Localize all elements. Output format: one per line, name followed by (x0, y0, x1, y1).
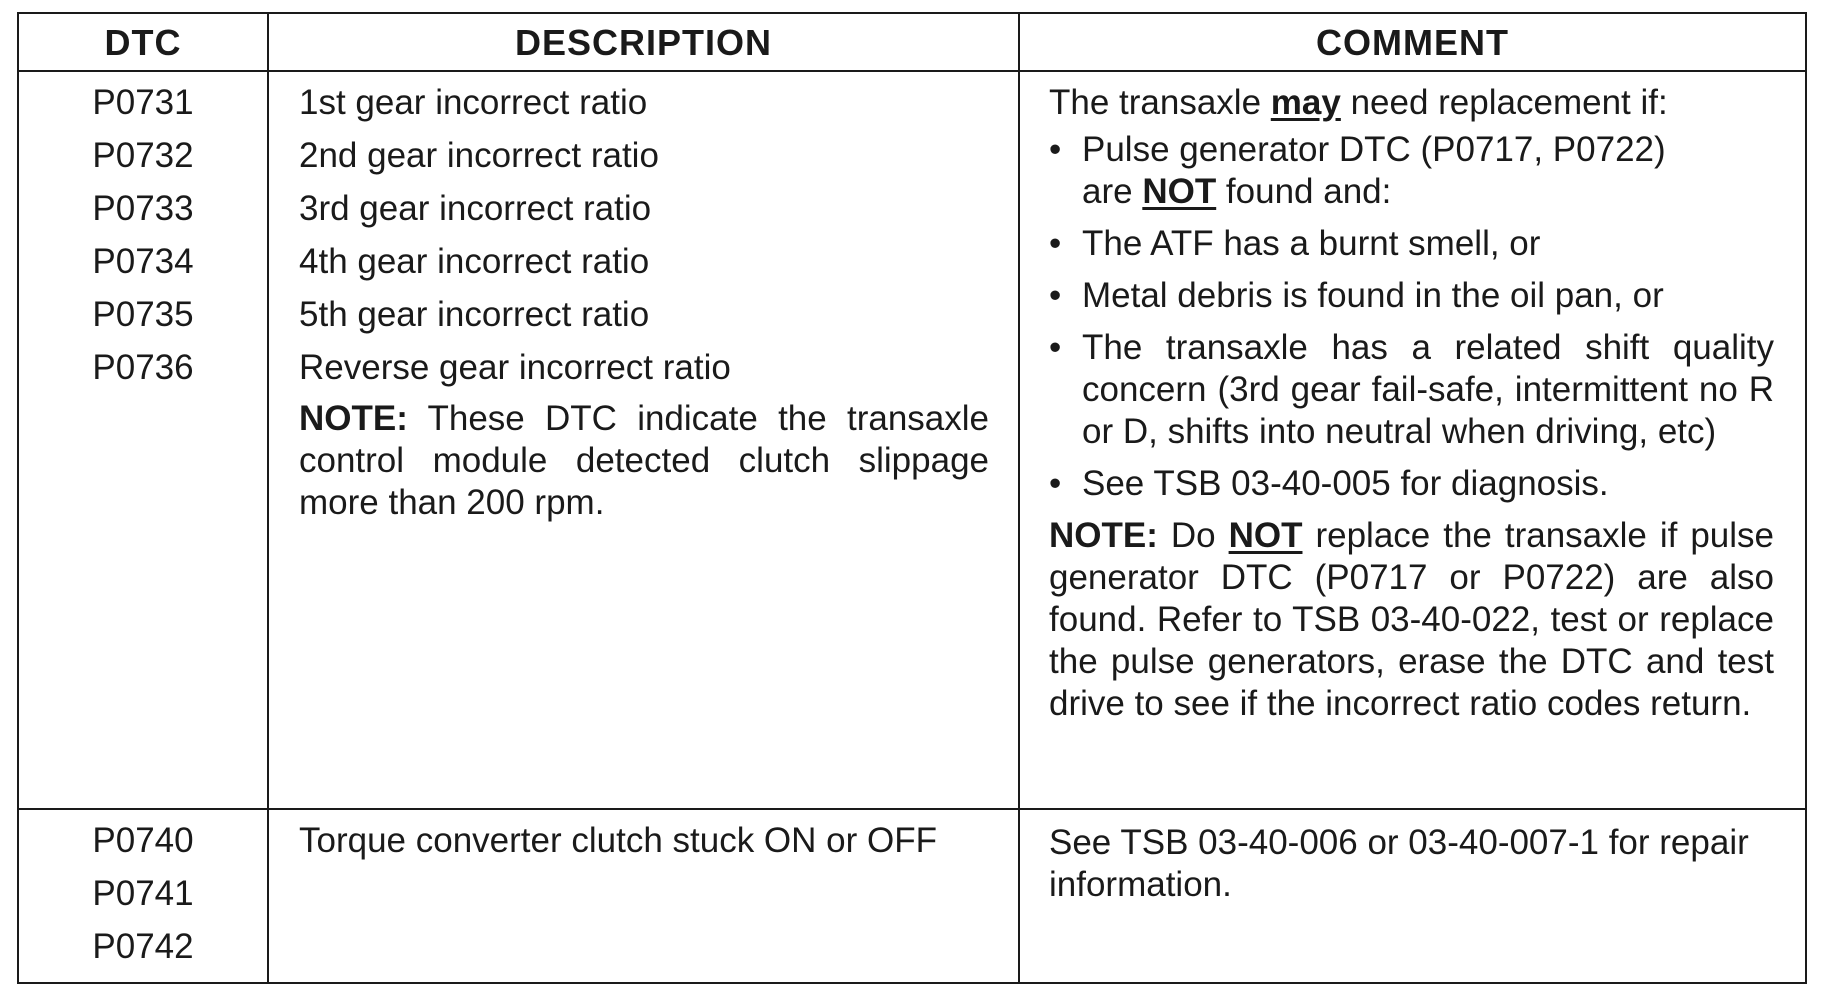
bullet-icon: • (1049, 130, 1062, 169)
note-text: These DTC indicate the transaxle control module detected clutch slippage more than 200 rpm. (299, 399, 989, 522)
bullet-icon: • (1049, 224, 1062, 263)
comment-bullet: • Metal debris is found in the oil pan, or (1049, 276, 1664, 315)
dtc-code: P0733 (92, 189, 194, 228)
comment-bullet: • Pulse generator DTC (P0717, P0722) are NOT found and: (1049, 130, 1666, 211)
dtc-code: P0741 (92, 874, 194, 913)
bullet-icon: • (1049, 276, 1062, 315)
row-divider (17, 808, 1807, 810)
column-divider (1018, 14, 1020, 982)
description-item: Torque converter clutch stuck ON or OFF (299, 821, 937, 860)
header-comment: COMMENT (1316, 21, 1509, 63)
dtc-code: P0736 (92, 348, 194, 387)
row1-comment (1049, 76, 1774, 725)
row2-comment: See TSB 03-40-006 or 03-40-007-1 for repair information. (1049, 823, 1749, 904)
description-item: Reverse gear incorrect ratio (299, 348, 731, 387)
header-dtc: DTC (104, 21, 182, 63)
description-item: 3rd gear incorrect ratio (299, 189, 652, 228)
header-description: DESCRIPTION (514, 21, 773, 63)
dtc-code: P0731 (92, 83, 194, 122)
comment-bullet: • The ATF has a burnt smell, or (1049, 224, 1541, 263)
bullet-icon: • (1049, 464, 1062, 503)
dtc-code: P0734 (92, 242, 194, 281)
row1-dtc-list (19, 76, 267, 394)
row1-description (299, 76, 989, 524)
emphasis-not: NOT (1142, 172, 1217, 211)
row2-description (299, 814, 989, 867)
description-item: 1st gear incorrect ratio (299, 83, 648, 122)
description-item: 5th gear incorrect ratio (299, 295, 650, 334)
note-label: NOTE: (299, 399, 408, 438)
emphasis-not: NOT (1228, 516, 1303, 555)
comment-note: NOTE: Do NOT replace the transaxle if pulse generator DTC (P0717 or P0722) are also found. Refer to TSB 03-40-022, test or replace the pulse generators, erase the DTC and test drive to see if the incorrect ratio codes return. (1049, 516, 1774, 723)
comment-bullet: • See TSB 03-40-005 for diagnosis. (1049, 464, 1609, 503)
description-item: 2nd gear incorrect ratio (299, 136, 659, 175)
dtc-code: P0735 (92, 295, 194, 334)
dtc-code: P0732 (92, 136, 194, 175)
description-note (299, 398, 989, 524)
description-item: 4th gear incorrect ratio (299, 242, 650, 281)
bullet-icon: • (1049, 328, 1062, 367)
dtc-table (17, 12, 1807, 984)
column-divider (267, 14, 269, 982)
dtc-code: P0742 (92, 927, 194, 966)
comment-intro: The transaxle may need replacement if: (1049, 83, 1668, 122)
note-label: NOTE: (1049, 516, 1158, 555)
comment-bullet: • The transaxle has a related shift quality concern (3rd gear fail-safe, intermittent no R or D, shifts into neutral when driving, etc) (1049, 328, 1774, 451)
row2-dtc-list (19, 814, 267, 973)
dtc-code: P0740 (92, 821, 194, 860)
emphasis-may: may (1270, 83, 1341, 122)
